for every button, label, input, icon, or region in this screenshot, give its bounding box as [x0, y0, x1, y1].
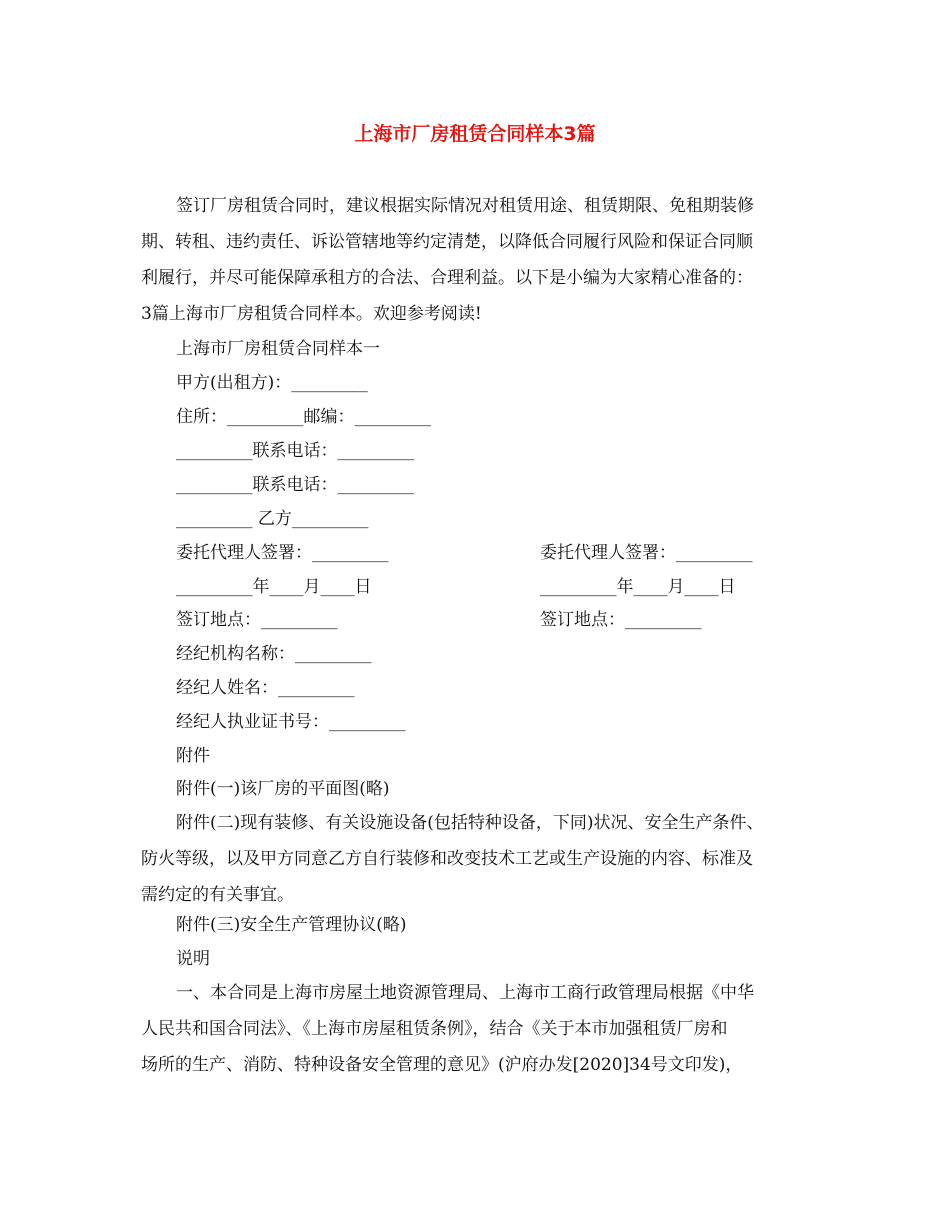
agent-line-license: 经纪人执业证书号：_________ — [176, 712, 406, 732]
agent-line-agency: 经纪机构名称：_________ — [176, 644, 372, 664]
notes-1-line: 人民共和国合同法》、《上海市房屋租赁条例》，结合《关于本市加强租赁厂房和 — [141, 1019, 728, 1039]
sign-right-date: _________年____月____日 — [540, 577, 736, 597]
intro-line: 利履行，并尽可能保障承租方的合法、合理利益。以下是小编为大家精心准备的： — [141, 268, 753, 288]
sign-right-place: 签订地点：_________ — [540, 610, 702, 630]
attachment-heading: 附件 — [176, 746, 210, 766]
notes-heading: 说明 — [176, 949, 210, 969]
sample-heading: 上海市厂房租赁合同样本一 — [176, 339, 380, 359]
form-line-lessor: 甲方(出租方)：_________ — [176, 373, 368, 393]
attachment-3: 附件(三)安全生产管理协议(略) — [176, 915, 407, 935]
form-line-address: 住所：_________邮编：_________ — [176, 407, 431, 427]
document-title: 上海市厂房租赁合同样本3篇 — [354, 123, 596, 145]
form-line-party-b: _________ 乙方_________ — [176, 509, 369, 529]
notes-1-line: 场所的生产、消防、特种设备安全管理的意见》(沪府办发[2020]34号文印发)， — [141, 1055, 743, 1075]
notes-1-line: 一、本合同是上海市房屋土地资源管理局、上海市工商行政管理局根据《中华 — [176, 983, 754, 1003]
intro-line: 签订厂房租赁合同时，建议根据实际情况对租赁用途、租赁期限、免租期装修 — [176, 196, 754, 216]
form-line-phone: _________联系电话：_________ — [176, 475, 414, 495]
sign-right-agent: 委托代理人签署：_________ — [540, 543, 753, 563]
sign-left-date: _________年____月____日 — [176, 577, 372, 597]
agent-line-name: 经纪人姓名：_________ — [176, 678, 355, 698]
form-line-phone: _________联系电话：_________ — [176, 441, 414, 461]
sign-left-place: 签订地点：_________ — [176, 610, 338, 630]
attachment-2-line: 附件(二)现有装修、有关设施设备(包括特种设备，下同)状况、安全生产条件、 — [176, 813, 764, 833]
attachment-2-line: 需约定的有关事宜。 — [141, 885, 294, 905]
intro-line: 期、转租、违约责任、诉讼管辖地等约定清楚，以降低合同履行风险和保证合同顺 — [141, 232, 753, 252]
intro-line: 3篇上海市厂房租赁合同样本。欢迎参考阅读! — [141, 304, 482, 324]
attachment-2-line: 防火等级，以及甲方同意乙方自行装修和改变技术工艺或生产设施的内容、标准及 — [141, 849, 753, 869]
attachment-1: 附件(一)该厂房的平面图(略) — [176, 779, 390, 799]
sign-left-agent: 委托代理人签署：_________ — [176, 543, 389, 563]
